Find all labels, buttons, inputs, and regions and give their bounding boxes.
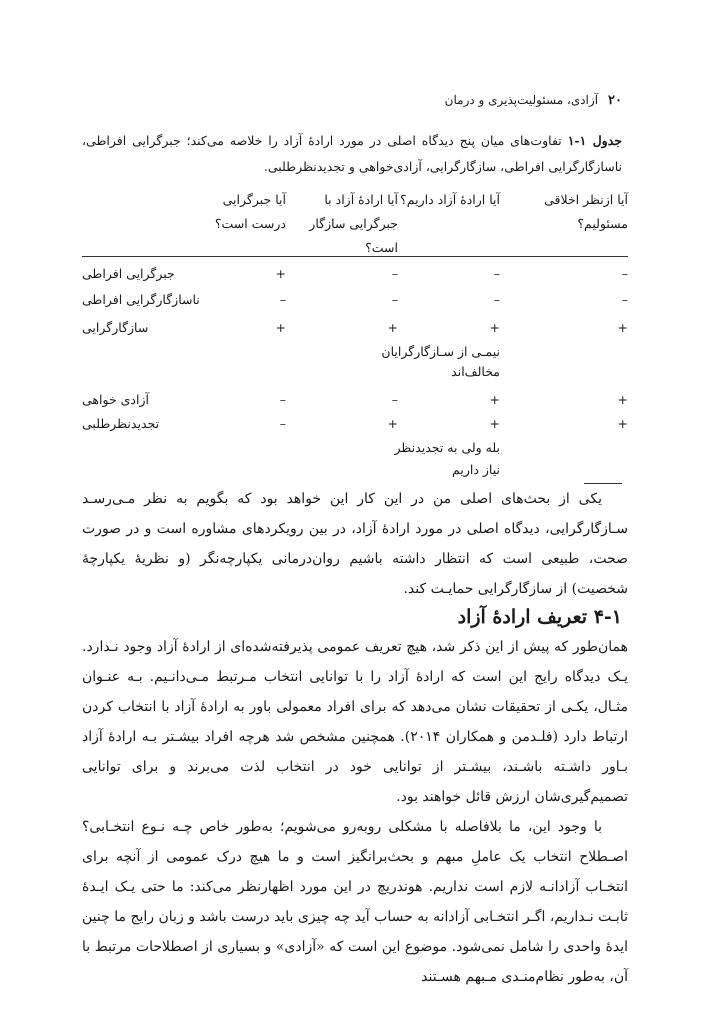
row-label: تجدیدنظرطلبی xyxy=(82,416,160,431)
page-number: ۲۰ xyxy=(608,93,622,108)
row-label: جبرگرایی افراطی xyxy=(82,266,175,281)
table-cell: + xyxy=(617,320,628,335)
column-header: آیا ارادهٔ آزاد با جبرگرایی سازگار است؟ xyxy=(309,192,398,255)
column-header: آیا جبرگرایی درست است؟ xyxy=(214,192,286,231)
section-body xyxy=(82,632,628,992)
table-header xyxy=(82,188,628,254)
column-header: آیا ارادهٔ آزاد داریم؟ xyxy=(400,192,500,207)
intro-paragraph: یکی از بحث‌های اصلی من در این کار این خواهد بود که بگویم به نظر مـی‌رسـد سـازگارگرایی، دیدگاه اصلی در مورد ارادهٔ آزاد، در بین رویکردهای مشاوره است و در صورت صحت، طبیعی است که انتظار داشته باشیم روان‌درمانی یکپارچه‌نگر (و نظریهٔ یکپارچهٔ شخصیت) از سازگارگرایی حمایـت کند. xyxy=(82,491,628,597)
section-title: ۴-۱ تعریف ارادهٔ آزاد xyxy=(457,606,622,628)
intro-paragraph-block xyxy=(82,484,628,604)
table-rule xyxy=(82,256,628,257)
table-cell: + xyxy=(387,320,398,335)
table-cell: + xyxy=(617,392,628,407)
table-cell: – xyxy=(279,292,286,307)
column-header: آیا ازنظر اخلاقی مسئولیم؟ xyxy=(544,192,628,231)
table-cell: – xyxy=(391,292,398,307)
table-cell: – xyxy=(279,392,286,407)
table-row xyxy=(82,316,628,344)
table-caption-text: تفاوت‌های میان پنج دیدگاه اصلی در مورد ارادهٔ آزاد را خلاصه می‌کند؛ جبرگرایی افراطی، ناسازگارگرایی افراطی، سازگارگرایی، آزادی‌خواهی و تجدیدنظرطلبی. xyxy=(82,133,622,174)
section-paragraph: همان‌طور که پیش از این ذکر شد، هیچ تعریف عمومی پذیرفته‌شده‌ای از ارادهٔ آزاد وجود نـدارد. یـک دیدگاه رایج این است که ارادهٔ آزاد را با توانایی انتخاب مـرتبط مـی‌دانـیم. بـه عنـوان مثـال، یکـی از تحقیقات نشان می‌دهد که برای افراد معمولی باور به ارادهٔ آزاد با انتخاب کردن ارتباط دارد (فلـدمن و همکاران ۲۰۱۴). همچنین مشخص شد هرچه افراد بیشـتر بـه ارادهٔ آزاد بـاور داشـته باشـند، بیشـتر از توانایی خود در انتخاب لذت می‌برند و برای توانایی تصمیم‌گیری‌شان ارزش قائل خواهند بود. xyxy=(82,639,629,805)
table-cell: + xyxy=(489,416,500,431)
table-caption-label: جدول ۱-۱ xyxy=(567,133,623,148)
table-cell: – xyxy=(493,266,500,281)
table-cell: + xyxy=(489,392,500,407)
row-label: آزادی خواهی xyxy=(82,392,149,407)
table-note: نیمـی از سـازگارگرایان xyxy=(381,344,500,359)
running-title: آزادی، مسئولیت‌پذیری و درمان xyxy=(444,93,599,107)
table-row xyxy=(82,288,628,316)
table-note: مخالف‌اند xyxy=(451,364,500,379)
comparison-table xyxy=(82,188,628,477)
table-cell: + xyxy=(617,416,628,431)
table-cell: – xyxy=(391,266,398,281)
table-cell: – xyxy=(493,292,500,307)
table-cell: – xyxy=(391,392,398,407)
row-label: سازگارگرایی xyxy=(82,320,149,335)
table-caption xyxy=(82,128,622,180)
table-cell: + xyxy=(387,416,398,431)
table-cell: + xyxy=(489,320,500,335)
table-row xyxy=(82,412,628,440)
running-head xyxy=(88,93,622,108)
table-cell: + xyxy=(275,320,286,335)
table-note: نیاز داریم xyxy=(452,462,500,477)
table-cell: + xyxy=(275,266,286,281)
table-cell: – xyxy=(621,266,628,281)
table-note: بله ولی به تجدیدنظر xyxy=(394,440,500,455)
row-label: ناسازگارگرایی افراطی xyxy=(82,292,200,307)
table-row xyxy=(82,262,628,290)
section-paragraph: با وجود این، ما بلافاصله با مشکلی روبه‌رو می‌شویم؛ به‌طور خاص چـه نـوع انتخـابی؟ اصـطلاح انتخاب یک عاملِ مبهم و بحث‌برانگیز است و ما هیچ درک عمومی از آنچه برای انتخـاب آزادانـه لازم است نداریم. هوندریچ در این مورد اظهارنظر می‌کند: ما حتی یـک ایـدهٔ ثابـت نـداریم، اگـر انتخـابی آزادانه به حساب آید چه چیزی باید درست باشد و زبان رایج ما چنین ایدهٔ واحدی را شامل نمی‌شود. موضوع این است که «آزادی» و بسیاری از اصطلاحات مرتبط با آن، به‌طور نظام‌منـدی مـبهم هسـتند xyxy=(82,819,628,985)
table-cell: – xyxy=(279,416,286,431)
table-cell: – xyxy=(621,292,628,307)
